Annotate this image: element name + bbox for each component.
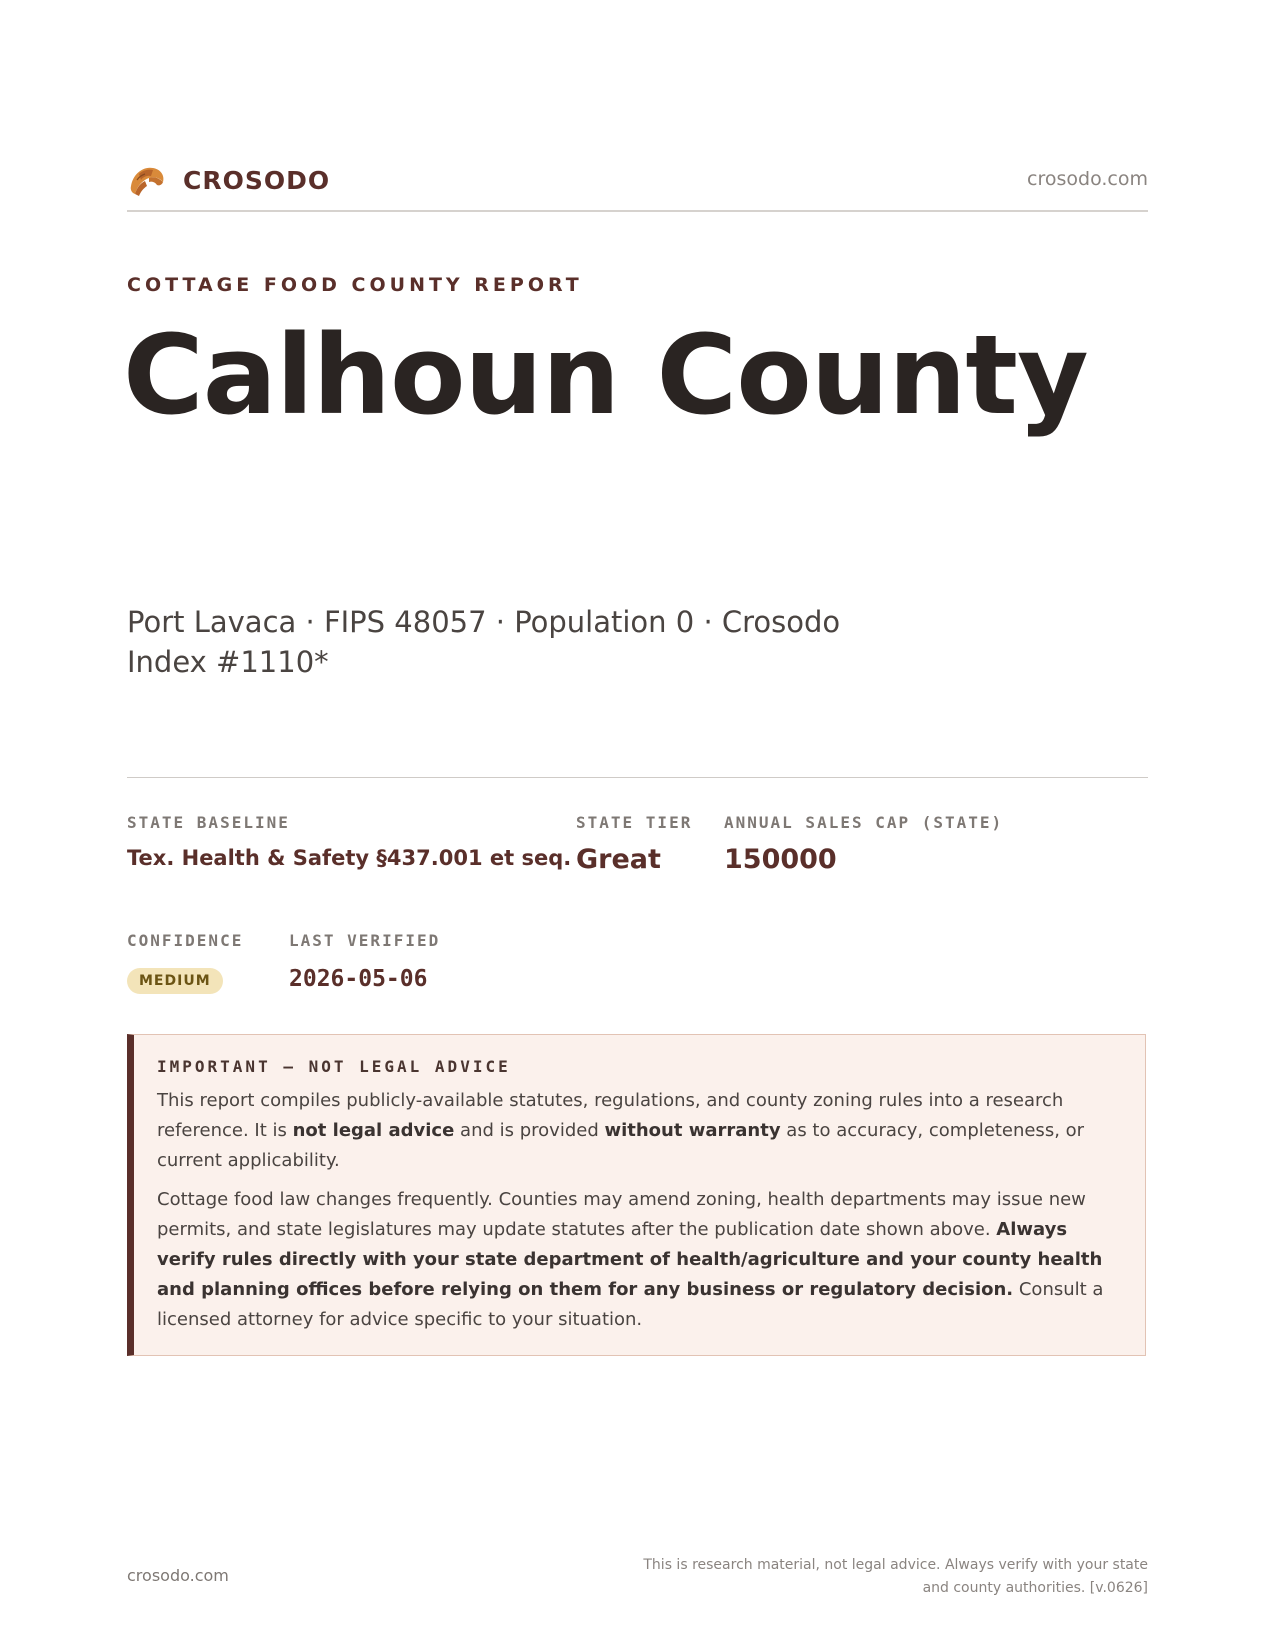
state-tier-value: Great — [576, 844, 661, 875]
report-page — [123, 0, 1148, 1650]
report-eyebrow: COTTAGE FOOD COUNTY REPORT — [127, 274, 583, 296]
notice-bold-text: not legal advice — [292, 1120, 455, 1141]
last-verified-value: 2026-05-06 — [289, 966, 428, 992]
sales-cap-value: 150000 — [724, 844, 837, 875]
confidence-label: CONFIDENCE — [127, 931, 244, 950]
report-subtitle: Port Lavaca · FIPS 48057 · Population 0 · Crosodo Index #1110* — [127, 605, 841, 679]
notice-paragraph-1 — [157, 1086, 1119, 1176]
site-url[interactable]: crosodo.com — [1027, 168, 1148, 190]
confidence-field — [127, 931, 243, 994]
notice-bold-text: Always verify rules directly with your state department of health/agriculture and your county health and planning offices before relying on them for any business or regulatory decision. — [157, 1219, 1103, 1300]
state-baseline-value: Tex. Health & Safety §437.001 et seq. — [127, 846, 572, 870]
notice-text: This report compiles publicly-available statutes, regulations, and county zoning rules into a research reference. It is — [157, 1090, 1064, 1141]
brand[interactable] — [127, 160, 330, 200]
footer-site-url[interactable]: crosodo.com — [127, 1566, 229, 1585]
state-tier-field — [576, 813, 692, 875]
page-header — [127, 152, 1148, 212]
notice-text: and is provided — [454, 1120, 605, 1141]
footer-disclaimer-line: This is research material, not legal advice. Always verify with your state — [643, 1557, 1148, 1573]
croissant-icon — [127, 160, 167, 200]
notice-paragraph-2 — [157, 1185, 1119, 1335]
confidence-badge: MEDIUM — [127, 968, 223, 994]
state-baseline-field — [127, 813, 571, 870]
header-divider — [127, 210, 1148, 212]
last-verified-field — [289, 931, 440, 992]
state-tier-label: STATE TIER — [576, 813, 693, 832]
state-baseline-label: STATE BASELINE — [127, 813, 290, 832]
notice-bold-text: without warranty — [604, 1120, 781, 1141]
notice-text: Consult a licensed attorney for advice specific to your situation. — [157, 1279, 1104, 1330]
legal-notice — [127, 1034, 1146, 1356]
footer-disclaimer-line: and county authorities. [v.0626] — [922, 1580, 1148, 1596]
notice-heading: IMPORTANT — NOT LEGAL ADVICE — [157, 1057, 511, 1076]
last-verified-label: LAST VERIFIED — [289, 931, 441, 950]
brand-name: CROSODO — [183, 165, 331, 195]
sales-cap-field — [724, 813, 1003, 875]
footer-disclaimer — [628, 1554, 1148, 1600]
notice-text: Cottage food law changes frequently. Counties may amend zoning, health departments may issue new permits, and state legislatures may update statutes after the publication date shown above. — [157, 1189, 1086, 1240]
sales-cap-label: ANNUAL SALES CAP (STATE) — [724, 813, 1004, 832]
page-title: Calhoun County — [123, 311, 1088, 439]
notice-text: as to accuracy, completeness, or current applicability. — [157, 1120, 1085, 1171]
section-divider — [127, 777, 1148, 778]
